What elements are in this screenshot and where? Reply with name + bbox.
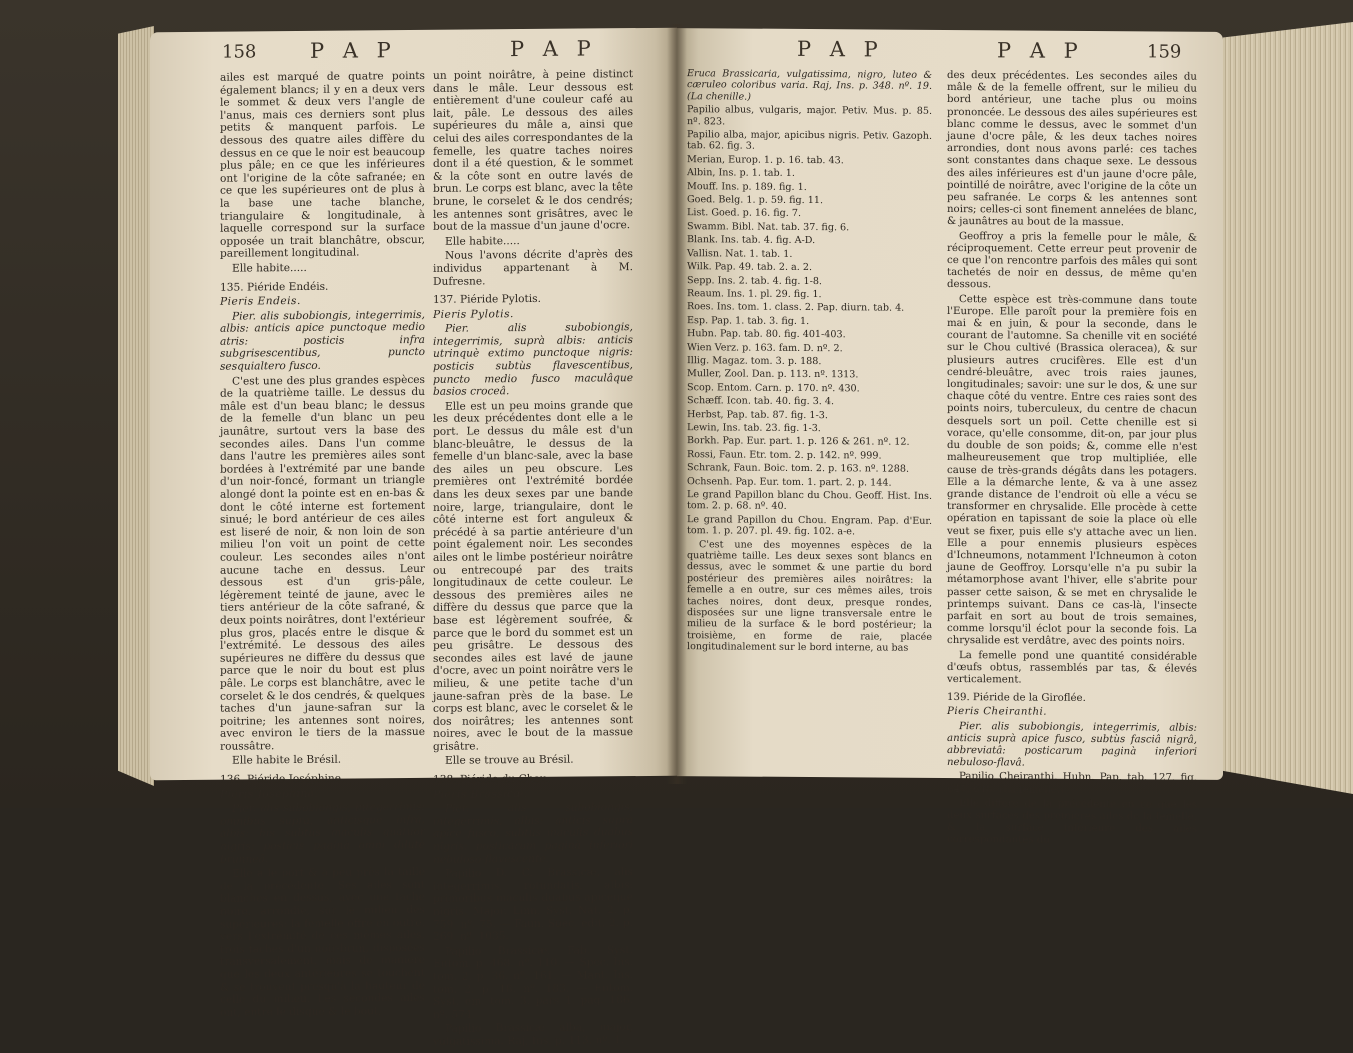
reference: Papilio alba, major, apicibus nigris. Petiv. Gazoph. tab. 62. fig. 3. [687,129,932,153]
reference: Le grand Papillon du Chou. Engram. Pap. d'Eur. tom. 1. p. 207. pl. 49. fig. 102. a-e. [687,513,932,538]
text-column [947,70,1197,850]
species-name: Pieris Endeis. [220,295,301,308]
paragraph: Geoffroy a pris la femelle pour le mâle, & réciproquement. Cette erreur peut provenir de ce que l'on rencontre parfois des mâles qui sont tachetés de noir en dessus, de même qu'en dessous. [947,230,1197,291]
page-number-right: 159 [1147,41,1182,63]
species-heading: 136. Piéride Joséphine. [220,772,345,786]
species-heading: 139. Piéride de la Giroflée. [947,692,1086,705]
reference: Hubn. Pap. tab. 80. fig. 401-403. [687,328,846,341]
page-edges-right [1223,22,1353,794]
reference: Wien Verz. p. 163. fam. D. nº. 2. [687,341,843,354]
page-edges-left [118,26,154,786]
paragraph: C'est une des moyennes espèces de la quatrième taille. Les deux sexes sont blancs en dessus, avec le sommet & une partie du bord postérieur des premières ailes noirâtres: la femelle a en outre, sur ces mêmes ailes, trois taches noires, dont deux, presque rondes, disposées sur une ligne transversale entre le milieu de la surface & le bord postérieur; la troisième, en forme de raie, placée longitudinalement sur le bord interne, au bas [687,538,932,654]
reference: Herbst, Pap. tab. 87. fig. 1-3. [687,408,828,421]
reference: List. Goed. p. 16. fig. 7. [687,207,802,220]
running-header: P A P [997,38,1084,63]
paragraph: Elle a le port & à peu près la taille de la précédente. Ses ailes sont blanches en dessus, avec une tache noire, arrondie, sur le milieu des supérieures: la femelle offre en outre, vers l'extrémité de ces mêmes ailes, trois taches d'un noir-brun, disposées transversalement, mais de manière que les deux antérieures se touchent & se trouvent presqu'à la hauteur de celle du milieu. Les secondes ailes ont, entre le disque & le bout, [220,866,425,1019]
species-name: Pieris Brassicæ. [433,787,528,801]
reference: Papilio D. C. Brassicæ, alis integerrimis, rotundatis, albis: primoribus maculis duabus apiceque nigris. Major. Linn. Syst. Nat. 2. p. 759. nº. 75. — Faun. Suec. edit. 2. p. 269. nº. 1035. [433,866,633,944]
species-heading: 137. Piéride Pylotis. [433,292,541,306]
species-heading: 135. Piéride Endéis. [220,280,329,294]
reference: Mouff. Ins. p. 189. fig. 1. [687,180,807,193]
paragraph: un point noirâtre, à peine distinct dans le mâle. Leur dessous est entièrement d'une couleur café au lait, pâle. Le dessous des ailes supérieures du mâle a, ainsi que celui des ailes correspondantes de la femelle, les quatre taches noires dont il a été question, & le sommet & la côte sont en outre lavés de brun. Le corps est blanc, avec la tête brune, le corselet & le dos cendrés; les antennes sont grisâtres, avec le bout de la massue d'un jaune d'ocre. [433,68,633,233]
page-number-left: 158 [222,41,257,63]
left-page [150,28,677,1048]
reference: Sepp. Ins. 2. tab. 4. fig. 1-8. [687,274,822,287]
paragraph: Elle se trouve au Brésil. [445,754,574,768]
paragraph: Elle habite le Brésil. [232,754,342,768]
running-header: P A P [797,36,884,62]
reference: Blank. Ins. tab. 4. fig. A-D. [687,234,816,247]
reference: Vallisn. Nat. 1. tab. 1. [687,247,793,260]
running-header: P A P [310,38,397,63]
paragraph: des deux précédentes. Les secondes ailes du mâle & de la femelle offrent, sur le milieu du bord antérieur, une tache plus ou moins prononcée. Le dessous des ailes supérieures est blanc comme le dessus, avec le sommet d'un jaune d'ocre pâle, & les deux taches noires arrondies, dont nous avons parlé: ces taches sont constantes dans chaque sexe. Le dessous des ailes inférieures est d'un jaune d'ocre pâle, pointillé de noirâtre, avec l'origine de la côte un peu safranée. Le corps & les antennes sont noirs; celles-ci sont finement annelées de blanc, & jaunâtres au bout de la massue. [947,69,1197,229]
reference: Albin, Ins. p. 1. tab. 1. [687,167,795,180]
reference: Papilio Brassicæ. Fab. Syst. Entom. p. 468. nº. 110. — Spec. Ins. tom. 2. p. 36. nº. 161. — Mant. Ins. tom. 2. p. 18. nº. 183. — Entom. Syst. em. tom. 3. pars 1. pag. 186. nº. 574. [433,943,633,1021]
paragraph: Elle est un peu moins grande que les deux précédentes dont elle a le port. Le dessus du mâle est d'un blanc-bleuâtre, le dessus de la femelle d'un blanc-sale, avec la base des ailes un peu obscure. Les premières ont l'extrémité bordée dans les deux sexes par une bande noire, large, triangulaire, dont le côté interne est fort anguleux & précédé à sa partie antérieure d'un point également noir. Les secondes ailes ont le limbe postérieur noirâtre ou entrecoupé par des traits longitudinaux de cette couleur. Le dessous des premières ailes ne diffère du dessus que parce que la base est légèrement soufrée, & parce que le bord du sommet est un peu grisâtre. Le dessous des secondes ailes est lavé de jaune d'ocre, avec un point noirâtre vers le milieu, & une petite tache d'un jaune-safran près de la base. Le corps est blanc, avec le corselet & le dos noirâtres; les antennes sont noires, avec le bout de la massue grisâtre. [433,398,633,753]
reference: Le grand Papillon blanc du Chou. Geoff. Hist. Ins. tom. 2. p. 68. nº. 40. [687,489,932,513]
text-column [220,70,425,1021]
paragraph: La femelle pond une quantité considérable d'œufs obtus, rassemblés par tas, & élevés verticalement. [947,649,1197,686]
reference: Lewin, Ins. tab. 23. fig. 1-3. [687,422,821,435]
species-heading: 138. Piéride du Chou. [433,772,551,786]
species-name: Pieris Pylotis. [433,307,514,321]
reference: Schrank, Faun. Boic. tom. 2. p. 163. nº. 1288. [687,462,910,475]
reference: Wilk. Pap. 49. tab. 2. a. 2. [687,261,813,274]
latin-diagnosis: Pier. alis subobiongis, integerrimis, albis: anticis suprà apice fusco, subtùs fasciâ nigrâ, abbreviatâ: posticarum paginà inferiori nebuloso-flavâ. [947,720,1197,769]
latin-diagnosis: Pier. alis subobiongis, integerrimis, albis: anticis suprà apice fusco, subtùs maculis duabus nigris: posticarum paginà inferiori nebuloso-flavescente. [433,801,633,866]
reference: Papilio Cheiranthi. Hubn. Pap. tab. 127. fig. 647. 648. (La femelle.) [947,771,1197,796]
reference: Eruca Brassicaria, vulgatissima, nigro, luteo & cæruleo coloribus varia. Raj, Ins. p. 348. nº. 19. (La chenille.) [687,68,932,103]
reference: Esp. Pap. 1. tab. 3. fig. 1. [687,314,810,327]
book-gutter [667,24,687,784]
paragraph: Elle habite..... [232,261,307,275]
text-column [687,68,932,656]
reference: Papilio albus, vulgaris, major. Petiv. Mus. p. 85. nº. 823. [687,104,932,128]
reference: Roes. Ins. tom. 1. class. 2. Pap. diurn. tab. 4. [687,301,905,314]
reference: Swamm. Bibl. Nat. tab. 37. fig. 6. [687,221,850,234]
text-column [433,68,633,1050]
reference: Papilio Brassicæ alba, major, vulgatissima. Raj, Ins. p. 113. nº. 1. [433,1021,633,1048]
species-name: Pieris Cheiranthi. [947,706,1048,719]
reference: Reaum. Ins. 1. pl. 29. fig. 1. [687,288,822,301]
reference: Borkh. Pap. Eur. part. 1. p. 126 & 261. nº. 12. [687,435,910,449]
latin-diagnosis: Pier. alis subobiongis, integerrimis, albis: anticis apice punctoque medio atris: posticis infra subgrisescentibus, puncto sesquialtero fusco. [220,308,425,373]
latin-diagnosis: Pier. alis subobiongis, integerrimis: omnibus suprà, anticisque infrà, albis: his subtùs maculis quatuor nigris; posticis paginà omni dilutè brunneâ. [220,801,425,866]
paragraph: C'est une des plus grandes espèces de la quatrième taille. Le dessus du mâle est d'un beau blanc; le dessus de la femelle d'un blanc un peu jaunâtre, surtout vers la base des secondes ailes. Dans l'un comme dans l'autre les premières ailes sont bordées à l'extrémité par une bande d'un noir-foncé, formant un triangle alongé dont la pointe est en en-bas & dont le côté interne est fortement sinué; le bord antérieur de ces ailes est liseré de noir, & non loin de son milieu l'on voit un point de cette couleur. Les secondes ailes n'ont aucune tache en dessus. Leur dessous est d'un gris-pâle, légèrement teinté de jaune, avec le tiers antérieur de la côte safrané, & deux points noirâtres, dont l'extérieur plus gros, placés entre le disque & l'extrémité. Le dessous des ailes supérieures ne diffère du dessus que parce que le noir du bout est plus pâle. Le corps est blanchâtre, avec le corselet & le dos cendrés, & quelques taches d'un jaune-safran sur la poitrine; les antennes sont noires, avec environ le tiers de la massue roussâtre. [220,373,425,753]
species-name: Pieris Josephina. [220,787,319,801]
reference: Ochsenh. Pap. Eur. tom. 1. part. 2. p. 144. [687,475,892,489]
paragraph: Elle diffère de la précédente en ce que les deux surfaces des premières ailes de la femelle, & la surface inférieure des ailes correspondantes du [947,797,1197,847]
reference: Illig. Magaz. tom. 3. p. 188. [687,355,822,368]
reference: Scop. Entom. Carn. p. 170. nº. 430. [687,381,860,395]
running-header: P A P [510,36,597,62]
paragraph: Elle habite..... [445,234,520,248]
reference: Goed. Belg. 1. p. 59. fig. 11. [687,194,824,207]
reference: Rossi, Faun. Etr. tom. 2. p. 142. nº. 999. [687,448,882,462]
paragraph: ailes est marqué de quatre points également blancs; il y en a deux vers le sommet & deux vers l'angle de l'anus, mais ces derniers sont plus petits & manquent parfois. Le dessous des quatre ailes diffère du dessus en ce que le noir est beaucoup plus pâle; en ce que les inférieures ont l'origine de la côte safranée; en ce que les supérieures ont de plus à la base une tache blanche, triangulaire & longitudinale, à laquelle correspond sur la surface opposée un trait blanchâtre, obscur, pareillement longitudinal. [220,69,425,261]
reference: Muller, Zool. Dan. p. 113. nº. 1313. [687,368,859,381]
reference: Merian, Europ. 1. p. 16. tab. 43. [687,154,844,167]
latin-diagnosis: Pier. alis subobiongis, integerrimis, suprà albis: anticis utrinquè extimo punctoque nigris: posticis subtùs flavescentibus, puncto medio fusco maculâque basios croceâ. [433,321,633,399]
paragraph: Cette espèce est très-commune dans toute l'Europe. Elle paroît pour la première fois en mai & en juin, & pour la seconde, dans le courant de l'automne. Sa chenille vit en société sur le Chou cultivé (Brassica oleracea), & sur plusieurs autres crucifères. Elle est d'un cendré-bleuâtre, avec trois raies jaunes, longitudinales; savoir: une sur le dos, & une sur chaque côté du ventre. Entre ces raies sont des points noirs, tuberculeux, du centre de chacun desquels sort un poil. Cette chenille est si vorace, qu'elle consomme, dit-on, par jour plus du double de son poids; &, comme elle n'est malheureusement que trop multipliée, elle cause de très-grands dégâts dans les potagers. Elle a la démarche lente, & va à une assez grande distance de l'endroit où elle a vécu se transformer en chrysalide. Elle procède à cette opération en tapissant de soie la place où elle veut se fixer, puis elle s'y attache avec un lien. Elle a pour ennemis plusieurs espèces d'Ichneumons, notamment l'Ichneumon à coton jaune de Geoffroy. Lorsqu'elle n'a pu subir la métamorphose avant l'hiver, elle s'abrite pour passer cette saison, & se met en chrysalide le printemps suivant. Dans ce cas-là, l'insecte parfait en sort au bout de trois semaines, comme lorsqu'il éclot pour la seconde fois. La chrysalide est verdâtre, avec des points noirs. [947,293,1197,648]
right-page [677,28,1223,847]
reference: Schæff. Icon. tab. 40. fig. 3. 4. [687,395,835,408]
paragraph: Nous l'avons décrite d'après des individus appartenant à M. Dufresne. [433,248,633,288]
